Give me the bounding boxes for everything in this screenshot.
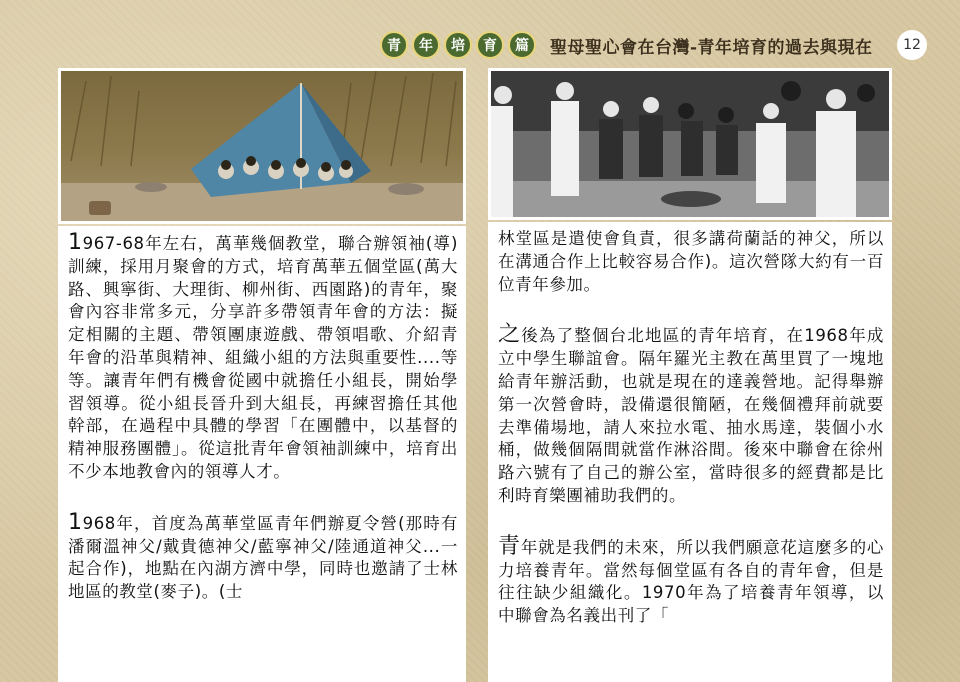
paragraph-text: 年就是我們的未來，所以我們願意花這麼多的心力培養青年。當然每個堂區有各自的青年會，但是往往缺少組織化。1970年為了培養青年領導，以中聯會為名義出刊了「 xyxy=(498,537,884,626)
first-char: 之 xyxy=(498,322,522,348)
page-header xyxy=(380,30,873,60)
section-tag-char: 青 xyxy=(380,31,408,59)
left-text-column xyxy=(58,226,466,682)
paragraph xyxy=(68,509,458,604)
first-char: 1 xyxy=(68,230,83,255)
paragraph: 林堂區是遣使會負責，很多講荷蘭話的神父，所以在溝通合作上比較容易合作)。這次營隊大約有一百位青年參加。 xyxy=(498,229,884,294)
header-title: 聖母聖心會在台灣-青年培育的過去與現在 xyxy=(550,37,873,58)
paragraph xyxy=(498,324,884,507)
section-tag-char: 篇 xyxy=(508,31,536,59)
page-number: 12 xyxy=(897,30,927,60)
paragraph xyxy=(498,533,884,628)
section-tag-char: 培 xyxy=(444,31,472,59)
right-text-column xyxy=(488,222,892,682)
paragraph-text: 967-68年左右，萬華幾個教堂，聯合辦領袖(導)訓練，採用月聚會的方式，培育萬華五個堂區(萬大路、興寧街、大理街、柳州街、西園路)的青年，聚會內容非常多元，分享許多帶領青年會的方法：擬定相關的主題、帶領團康遊戲、帶領唱歌、介紹青年會的沿革與精神、組織小組的方法與重要性....等等。讓青年們有機會從國中就擔任小組長，開始學習領導。從小組長晉升到大組長，再練習擔任其他幹部，在過程中具體的學習「在團體中，以基督的精神服務團體」。從這批青年會領袖訓練中，培育出不少本地教會內的領導人才。 xyxy=(68,234,458,481)
section-tag-char: 年 xyxy=(412,31,440,59)
section-tag-char: 育 xyxy=(476,31,504,59)
paragraph xyxy=(68,232,458,484)
paragraph-text: 後為了整個台北地區的青年培育，在1968年成立中學生聯誼會。隔年羅光主教在萬里買了一塊地給青年辦活動，也就是現在的達義營地。記得舉辦第一次營會時，設備還很簡陋，在幾個禮拜前就要去準備場地，請人來拉水電、抽水馬達，裝個小水桶，做幾個隔間就當作淋浴間。後來中聯會在徐州路六號有了自己的辦公室，當時很多的經費都是比利時育樂團補助我們的。 xyxy=(498,326,884,505)
camping-tent-photo xyxy=(58,68,466,224)
section-tag xyxy=(380,31,536,59)
first-char: 青 xyxy=(498,533,521,559)
group-gathering-photo xyxy=(488,68,892,220)
camping-tent-illustration xyxy=(61,71,463,221)
paragraph-text: 968年，首度為萬華堂區青年們辦夏令營(那時有潘爾溫神父/戴貴德神父/藍寧神父/陸通道神父...一起合作)，地點在內湖方濟中學，同時也邀請了士林地區的教堂(麥子)。(士 xyxy=(68,513,458,602)
first-char: 1 xyxy=(68,509,83,535)
group-gathering-illustration xyxy=(491,71,889,217)
